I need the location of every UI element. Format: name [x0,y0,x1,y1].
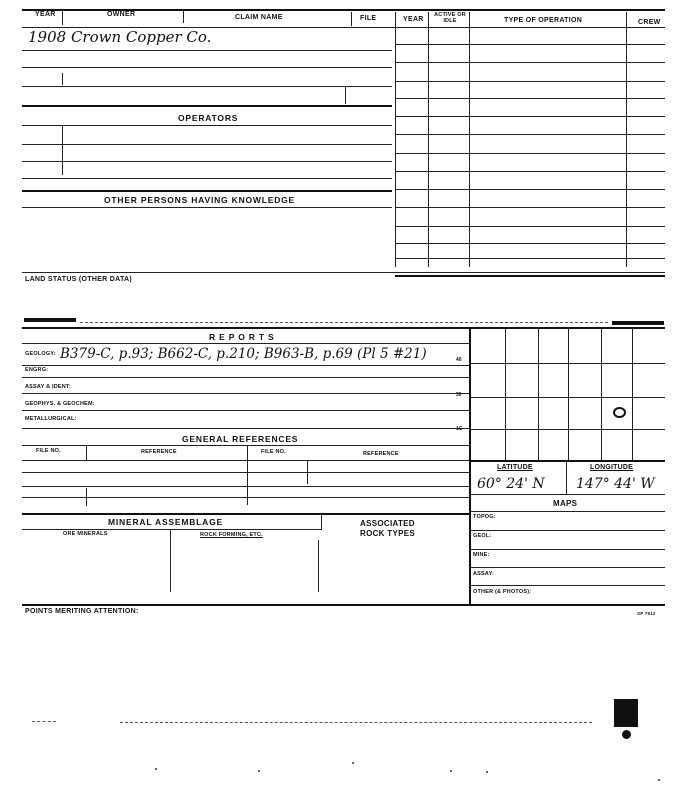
owner-entry: 1908 Crown Copper Co. [28,28,212,46]
land-status-label: LAND STATUS (OTHER DATA) [25,276,133,283]
ref-col-file-no-1: FILE NO. [36,448,61,454]
ore-minerals-col: ORE MINERALS [63,531,108,537]
associated-label: ASSOCIATED [360,519,415,528]
points-meriting-label: POINTS MERITING ATTENTION: [25,608,139,615]
rock-forming-col: ROCK FORMING, ETC. [200,532,263,538]
geophys-label: GEOPHYS. & GEOCHEM: [25,401,95,407]
longitude-label: LONGITUDE [590,464,634,471]
scale-10: 1C [456,426,463,432]
geology-label: GEOLOGY: [25,351,56,357]
reports-title: R E P O R T S [209,332,275,342]
header-owner: OWNER [107,11,136,18]
other-persons-title: OTHER PERSONS HAVING KNOWLEDGE [104,195,296,205]
header-year: YEAR [35,11,56,18]
latitude-label: LATITUDE [497,464,533,471]
map-other: OTHER (& PHOTOS): [473,589,532,595]
latitude-value: 60° 24' N [477,476,545,492]
map-geol: GEOL: [473,533,492,539]
map-mine: MINE: [473,552,490,558]
registration-mark [614,699,638,727]
longitude-value: 147° 44' W [576,476,655,492]
general-references-title: GENERAL REFERENCES [182,434,299,444]
header-year-2: YEAR [403,16,424,23]
scale-40: 40 [456,357,462,363]
form-number: SP 7912 [637,611,656,616]
assay-label: ASSAY & IDENT: [25,384,71,390]
ref-col-reference-2: REFERENCE [363,451,399,457]
location-marker-icon [613,407,626,418]
geology-value: B379-C, p.93; B662-C, p.210; B963-B, p.69 (Pl 5 #21) [60,346,427,362]
metallurgical-label: METALLURGICAL: [25,416,77,422]
mineral-assemblage-title: MINERAL ASSEMBLAGE [108,517,223,527]
map-assay: ASSAY: [473,571,495,577]
header-active-idle: ACTIVE OR IDLE [434,12,466,24]
header-file: FILE [360,15,377,22]
header-crew: CREW [638,19,661,26]
scale-30: 30 [456,392,462,398]
ref-col-reference-1: REFERENCE [141,449,177,455]
engrg-label: ENGRG: [25,367,49,373]
map-topog: TOPOG: [473,514,496,520]
ref-col-file-no-2: FILE NO. [261,449,286,455]
header-claim-name: CLAIM NAME [235,14,283,21]
rock-types-label: ROCK TYPES [360,529,416,538]
header-type-of-operation: TYPE OF OPERATION [504,17,583,24]
maps-label: MAPS [553,499,578,508]
operators-title: OPERATORS [178,113,239,123]
